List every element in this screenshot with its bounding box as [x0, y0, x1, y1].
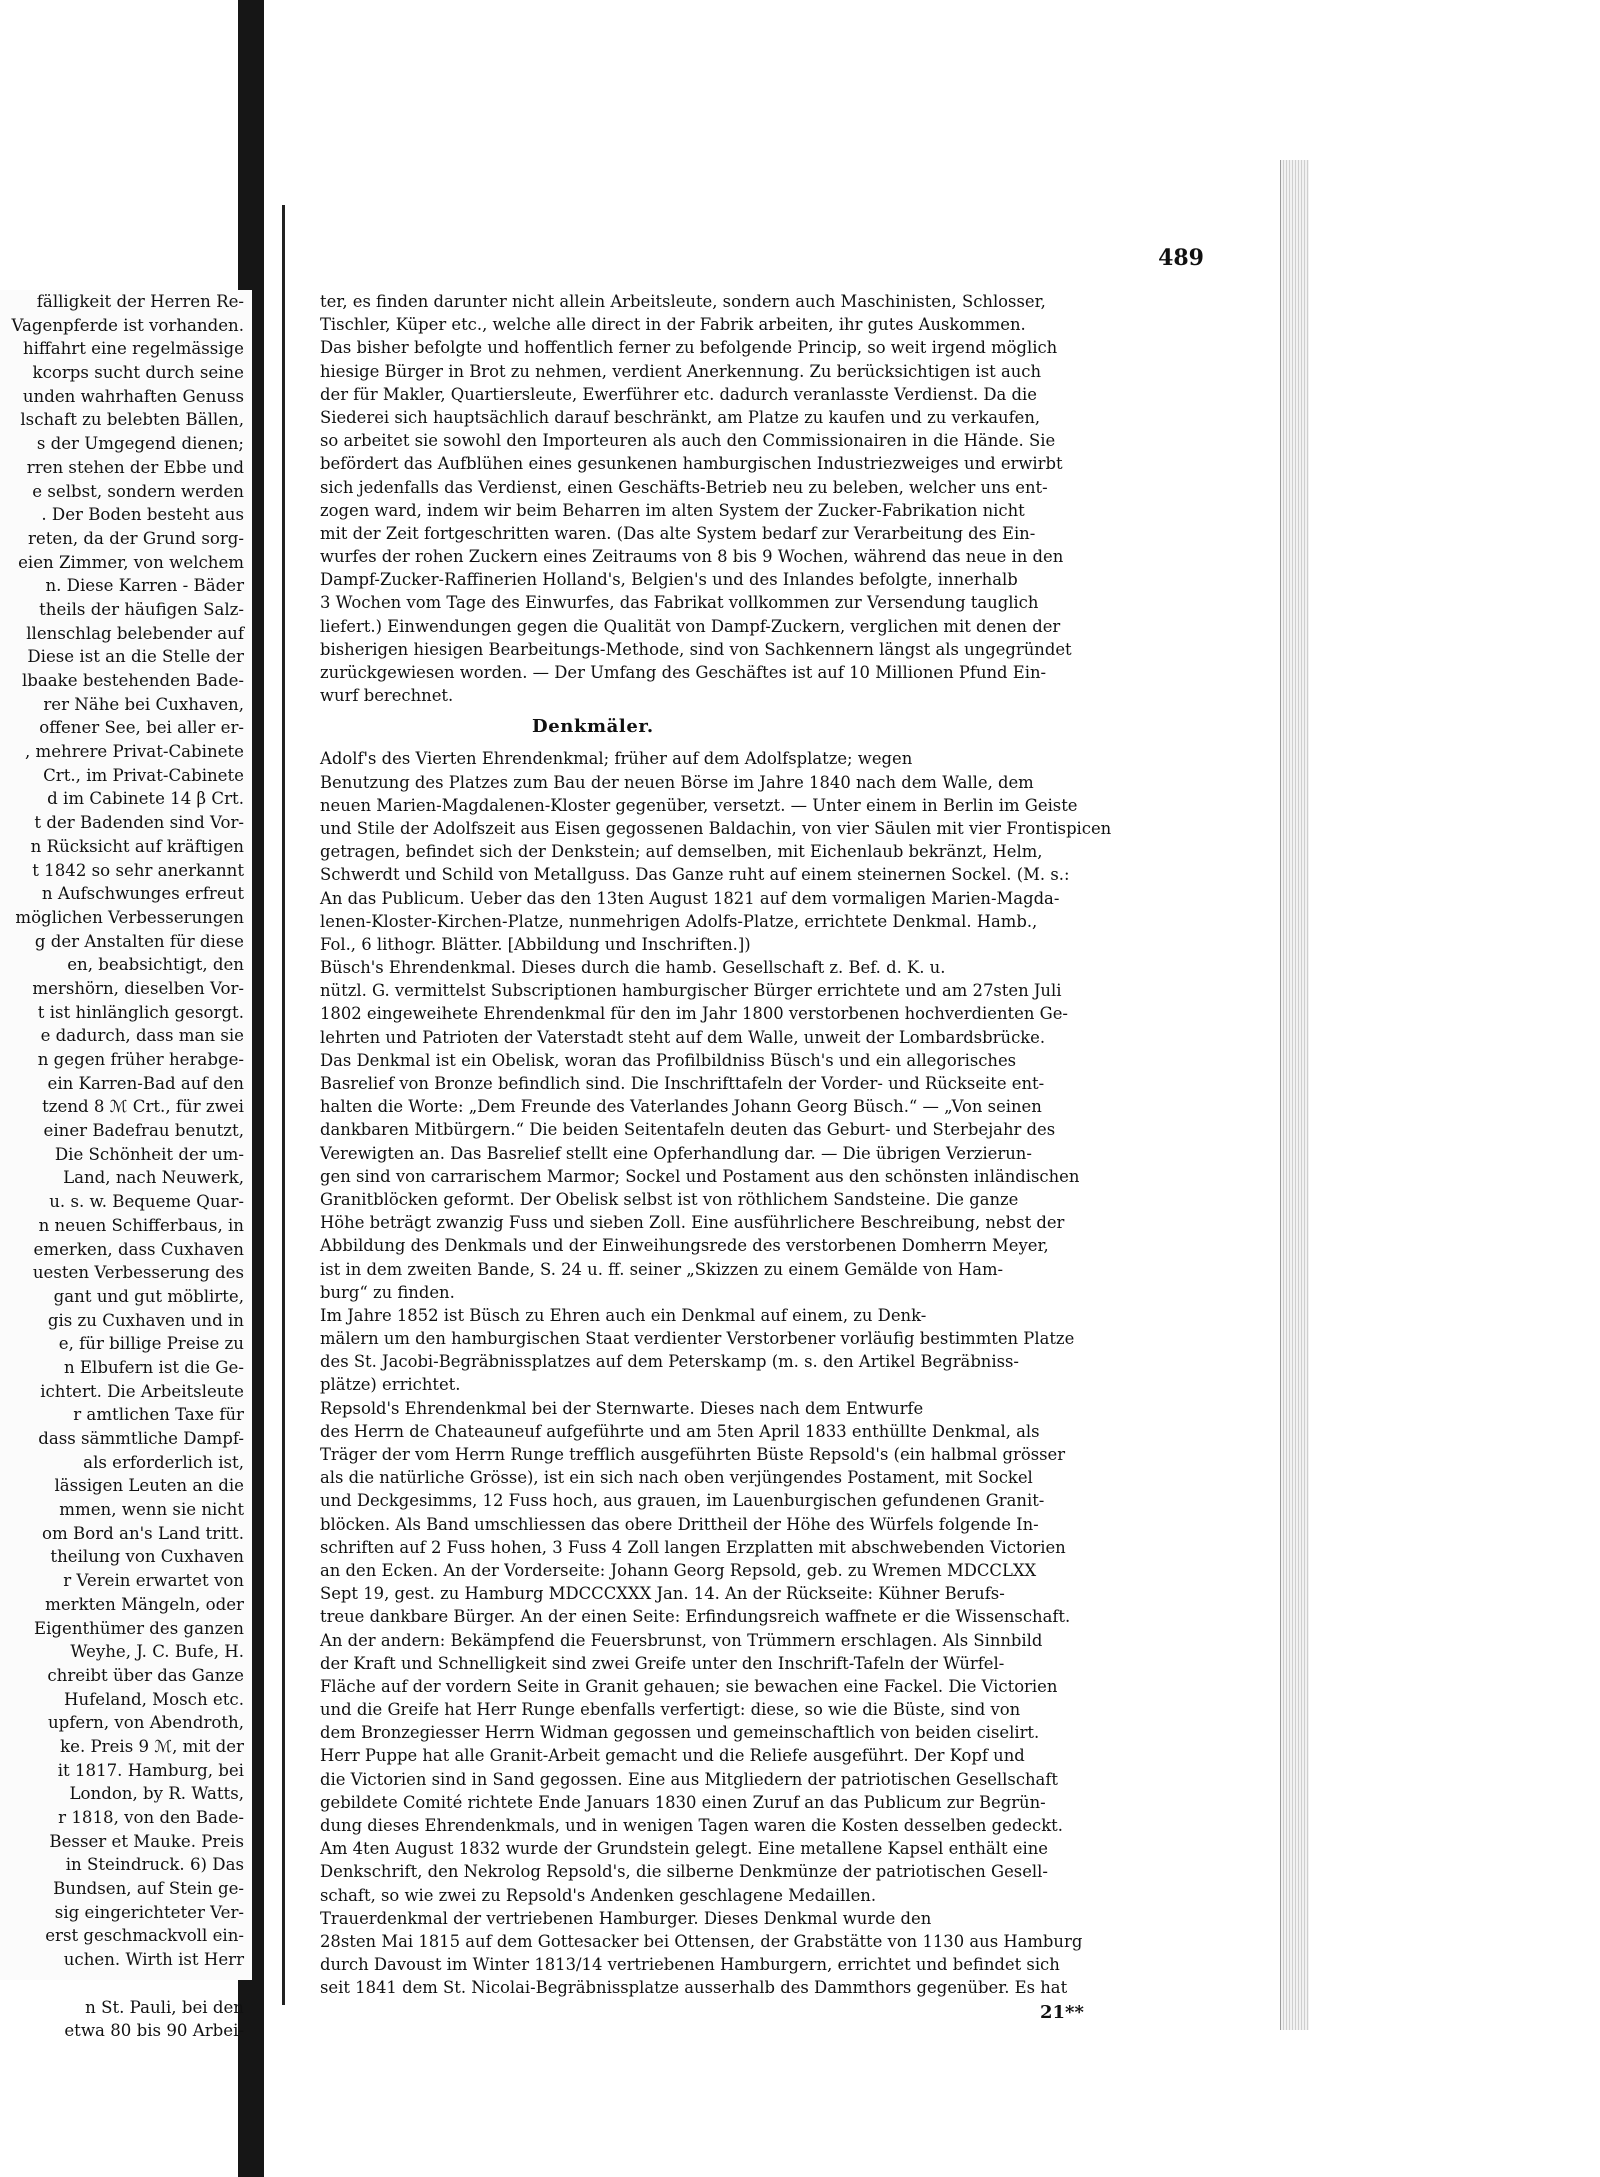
- text-line: llenschlag belebender auf: [26, 623, 244, 643]
- text-line: lbaake bestehenden Bade-: [21, 671, 244, 690]
- text-line: e, für billige Preise zu: [58, 1334, 244, 1354]
- text-line: Tischler, Küper etc., welche alle direct in der Fabrik arbeiten, ihr gutes Auskommen.: [320, 315, 1026, 335]
- text-line: schaft, so wie zwei zu Repsold's Andenken geschlagene Medaillen.: [320, 1885, 877, 1905]
- text-line: t 1842 so sehr anerkannt: [32, 860, 244, 880]
- text-line: t ist hinlänglich gesorgt.: [37, 1002, 244, 1022]
- text-line: so arbeitet sie sowohl den Importeuren als auch den Commissionairen in die Hände. Sie: [320, 431, 1056, 451]
- text-line: g der Anstalten für diese: [34, 931, 244, 951]
- text-line: erst geschmackvoll ein-: [45, 1926, 244, 1946]
- text-line: gis zu Cuxhaven und in: [47, 1310, 244, 1330]
- text-line: Träger der vom Herrn Runge trefflich ausgeführten Büste Repsold's (ein halbmal grösser: [320, 1445, 1066, 1464]
- text-line: Benutzung des Platzes zum Bau der neuen Börse im Jahre 1840 nach dem Walle, dem: [320, 772, 1034, 792]
- text-line: Land, nach Neuwerk,: [63, 1168, 244, 1188]
- text-line: die Victorien sind in Sand gegossen. Eine aus Mitgliedern der patriotischen Gesellschaft: [320, 1769, 1058, 1789]
- text-line: offener See, bei aller er-: [39, 718, 244, 738]
- page-edge-stack: [1280, 160, 1309, 2030]
- text-line: sich jedenfalls das Verdienst, einen Geschäfts-Betrieb neu zu beleben, welcher uns ent-: [320, 477, 1048, 497]
- text-line: Am 4ten August 1832 wurde der Grundstein gelegt. Eine metallene Kapsel enthält eine: [320, 1839, 1048, 1859]
- text-line: als die natürliche Grösse), ist ein sich nach oben verjüngendes Postament, mit Sockel: [320, 1468, 1033, 1488]
- text-line: etwa 80 bis 90 Arbei-: [64, 2021, 244, 2041]
- text-line: 3 Wochen vom Tage des Einwurfes, das Fabrikat vollkommen zur Versendung tauglich: [320, 593, 1039, 613]
- text-line: uesten Verbesserung des: [32, 1263, 244, 1283]
- text-line: theils der häufigen Salz-: [39, 599, 244, 619]
- text-line: en, beabsichtigt, den: [67, 955, 244, 975]
- text-line: Trauerdenkmal der vertriebenen Hamburger. Dieses Denkmal wurde den: [320, 1908, 932, 1928]
- text-line: gant und gut möblirte,: [53, 1286, 244, 1306]
- text-line: der Kraft und Schnelligkeit sind zwei Greife unter den Inschrift-Tafeln der Würfel-: [320, 1653, 1005, 1673]
- text-line: tzend 8 ℳ Crt., für zwei: [42, 1097, 244, 1117]
- text-line: lehrten und Patrioten der Vaterstadt steht auf dem Walle, unweit der Lombardsbrücke.: [320, 1027, 1046, 1047]
- text-line: Dampf-Zucker-Raffinerien Holland's, Belgien's und des Inlandes befolgte, innerhalb: [320, 570, 1018, 590]
- page-number: 489: [1158, 245, 1204, 271]
- text-line: Das bisher befolgte und hoffentlich ferner zu befolgende Princip, so weit irgend möglich: [320, 338, 1058, 358]
- text-line: Diese ist an die Stelle der: [27, 647, 244, 667]
- text-line: upfern, von Abendroth,: [47, 1713, 244, 1733]
- text-line: bisherigen hiesigen Bearbeitungs-Methode, sind von Sachkennern längst als ungegründet: [320, 639, 1072, 659]
- text-line: n. Diese Karren - Bäder: [45, 576, 244, 596]
- text-line: unden wahrhaften Genuss: [22, 386, 244, 406]
- text-line: e dadurch, dass man sie: [40, 1026, 244, 1046]
- text-line: hiesige Bürger in Brot zu nehmen, verdient Anerkennung. Zu berücksichtigen ist auch: [320, 361, 1042, 381]
- text-line: Siederei sich hauptsächlich darauf beschränkt, am Platze zu kaufen und zu verkaufen,: [320, 407, 1041, 427]
- text-line: theilung von Cuxhaven: [50, 1547, 244, 1567]
- text-line: Eigenthümer des ganzen: [33, 1618, 244, 1638]
- text-line: ke. Preis 9 ℳ, mit der: [60, 1736, 244, 1756]
- text-line: plätze) errichtet.: [320, 1375, 461, 1395]
- text-line: befördert das Aufblühen eines gesunkenen hamburgischen Industriezweiges und erwirbt: [320, 454, 1063, 474]
- text-line: d im Cabinete 14 β Crt.: [47, 789, 244, 809]
- text-line: einer Badefrau benutzt,: [43, 1121, 244, 1141]
- text-line: n Rücksicht auf kräftigen: [30, 836, 244, 856]
- text-line: Besser et Mauke. Preis: [49, 1831, 244, 1851]
- text-line: liefert.) Einwendungen gegen die Qualität von Dampf-Zuckern, verglichen mit denen der: [320, 616, 1061, 636]
- text-line: Abbildung des Denkmals und der Einweihungsrede des verstorbenen Domherrn Meyer,: [320, 1236, 1049, 1256]
- text-line: Granitblöcken geformt. Der Obelisk selbst ist von röthlichem Sandsteine. Die ganze: [320, 1189, 1019, 1209]
- right-text-body: [320, 290, 1204, 2026]
- text-line: e selbst, sondern werden: [32, 481, 244, 501]
- gutter-line: [282, 205, 285, 2005]
- text-line: r amtlichen Taxe für: [73, 1405, 244, 1425]
- text-line: gen sind von carrarischem Marmor; Sockel und Postament aus den schönsten inländischen: [320, 1166, 1080, 1186]
- text-line: lenen-Kloster-Kirchen-Platze, nunmehrigen Adolfs-Platze, errichtete Denkmal. Hamb.,: [320, 911, 1038, 931]
- text-line: schriften auf 2 Fuss hohen, 3 Fuss 4 Zoll langen Erzplatten mit abschwebenden Victorien: [320, 1537, 1066, 1557]
- paragraph-monuments: [320, 747, 1204, 1999]
- text-line: Weyhe, J. C. Bufe, H.: [70, 1642, 244, 1662]
- text-line: London, by R. Watts,: [69, 1784, 244, 1804]
- paragraph-sugar-refinery: [320, 290, 1204, 707]
- text-line: zurückgewiesen worden. — Der Umfang des Geschäftes ist auf 10 Millionen Pfund Ein-: [320, 663, 1047, 682]
- text-line: durch Davoust im Winter 1813/14 vertriebenen Hamburgern, errichtet und befindet sich: [320, 1955, 1060, 1975]
- text-line: . Der Boden besteht aus: [41, 505, 244, 525]
- text-line: Höhe beträgt zwanzig Fuss und sieben Zoll. Eine ausführlichere Beschreibung, nebst der: [320, 1213, 1065, 1233]
- text-line: ein Karren-Bad auf den: [47, 1073, 244, 1093]
- text-line: Im Jahre 1852 ist Büsch zu Ehren auch ein Denkmal auf einem, zu Denk-: [320, 1305, 927, 1325]
- text-line: Bundsen, auf Stein ge-: [53, 1879, 244, 1899]
- text-line: Das Denkmal ist ein Obelisk, woran das Profilbildniss Büsch's und ein allegorisches: [320, 1050, 1017, 1070]
- left-text-column: [0, 290, 244, 2043]
- text-line: dankbaren Mitbürgern.“ Die beiden Seitentafeln deuten das Geburt- und Sterbejahr des: [320, 1120, 1056, 1140]
- text-line: r 1818, von den Bade-: [58, 1808, 244, 1827]
- text-line: n Elbufern ist die Ge-: [63, 1357, 244, 1377]
- text-line: Verewigten an. Das Basrelief stellt eine Opferhandlung dar. — Die übrigen Verzierun-: [320, 1143, 1032, 1163]
- text-line: hiffahrt eine regelmässige: [22, 339, 244, 359]
- text-line: nützl. G. vermittelst Subscriptionen hamburgischer Bürger errichtete und am 27sten Juli: [320, 981, 1062, 1001]
- text-line: als erforderlich ist,: [83, 1452, 244, 1472]
- text-line: in Steindruck. 6) Das: [65, 1855, 244, 1875]
- text-line: sig eingerichteter Ver-: [54, 1902, 244, 1922]
- text-line: halten die Worte: „Dem Freunde des Vaterlandes Johann Georg Büsch.“ — „Von seinen: [320, 1097, 1042, 1117]
- text-line: Schwerdt und Schild von Metallguss. Das Ganze ruht auf einem steinernen Sockel. (M. s.:: [320, 865, 1070, 885]
- text-line: und Deckgesimms, 12 Fuss hoch, aus grauen, im Lauenburgischen gefundenen Granit-: [320, 1491, 1045, 1511]
- text-line: n Aufschwunges erfreut: [41, 884, 244, 904]
- text-line: gebildete Comité richtete Ende Januars 1830 einen Zuruf an das Publicum zur Begrün-: [320, 1792, 1046, 1812]
- text-line: zogen ward, indem wir beim Beharren im alten System der Zucker-Fabrikation nicht: [320, 500, 1025, 520]
- sheet-signature: 21**: [1040, 2001, 1084, 2023]
- text-line: Crt., im Privat-Cabinete: [43, 765, 244, 785]
- text-line: neuen Marien-Magdalenen-Kloster gegenüber, versetzt. — Unter einem in Berlin im Geiste: [320, 795, 1078, 815]
- text-line: , mehrere Privat-Cabinete: [24, 742, 244, 762]
- text-line: reten, da der Grund sorg-: [27, 528, 244, 548]
- text-line: lschaft zu belebten Bällen,: [20, 410, 244, 430]
- text-line: blöcken. Als Band umschliessen das obere Drittheil der Höhe des Würfels folgende In-: [320, 1514, 1039, 1534]
- text-line: Die Schönheit der um-: [54, 1144, 244, 1164]
- text-line: ist in dem zweiten Bande, S. 24 u. ff. seiner „Skizzen zu einem Gemälde von Ham-: [320, 1259, 1004, 1279]
- text-line: Vagenpferde ist vorhanden.: [11, 315, 244, 335]
- text-line: des Herrn de Chateauneuf aufgeführte und am 5ten April 1833 enthüllte Denkmal, als: [320, 1421, 1040, 1441]
- text-line: rer Nähe bei Cuxhaven,: [43, 694, 244, 714]
- text-line: dass sämmtliche Dampf-: [38, 1429, 244, 1448]
- text-line: Denkschrift, den Nekrolog Repsold's, die silberne Denkmünze der patriotischen Gesell-: [320, 1862, 1048, 1882]
- text-line: Büsch's Ehrendenkmal. Dieses durch die hamb. Gesellschaft z. Bef. d. K. u.: [320, 958, 946, 978]
- text-line: Adolf's des Vierten Ehrendenkmal; früher auf dem Adolfsplatze; wegen: [320, 749, 913, 769]
- text-line: getragen, befindet sich der Denkstein; auf demselben, mit Eichenlaub bekränzt, Helm,: [320, 842, 1043, 862]
- text-line: merkten Mängeln, oder: [45, 1594, 244, 1614]
- text-line: wurf berechnet.: [320, 686, 454, 706]
- text-line: n St. Pauli, bei den: [85, 1997, 244, 2017]
- text-line: r Verein erwartet von: [63, 1571, 244, 1591]
- text-line: rren stehen der Ebbe und: [26, 457, 244, 477]
- text-line: om Bord an's Land tritt.: [42, 1523, 244, 1543]
- text-line: n gegen früher herabge-: [37, 1050, 244, 1069]
- text-line: ichtert. Die Arbeitsleute: [40, 1381, 244, 1401]
- text-line: burg“ zu finden.: [320, 1282, 455, 1302]
- text-line: it 1817. Hamburg, bei: [57, 1760, 244, 1780]
- text-line: n neuen Schifferbaus, in: [38, 1215, 244, 1235]
- text-line: Sept 19, gest. zu Hamburg MDCCCXXX Jan. 14. An der Rückseite: Kühner Berufs-: [320, 1584, 1005, 1604]
- text-line: kcorps sucht durch seine: [32, 363, 244, 383]
- text-line: An der andern: Bekämpfend die Feuersbrunst, von Trümmern erschlagen. Als Sinnbild: [320, 1630, 1043, 1650]
- text-line: möglichen Verbesserungen: [15, 907, 244, 927]
- text-line: wurfes der rohen Zuckern eines Zeitraums von 8 bis 9 Wochen, während das neue in den: [320, 547, 1064, 567]
- text-line: treue dankbare Bürger. An der einen Seite: Erfindungsreich waffnete er die Wissenschaft.: [320, 1607, 1071, 1627]
- text-line: uchen. Wirth ist Herr: [63, 1950, 244, 1970]
- text-line: Repsold's Ehrendenkmal bei der Sternwarte. Dieses nach dem Entwurfe: [320, 1398, 924, 1418]
- text-line: an den Ecken. An der Vorderseite: Johann Georg Repsold, geb. zu Wremen MDCCLXX: [320, 1560, 1037, 1580]
- text-line: chreibt über das Ganze: [47, 1665, 244, 1685]
- text-line: fälligkeit der Herren Re-: [36, 292, 244, 311]
- text-line: und die Greife hat Herr Runge ebenfalls verfertigt: diese, so wie die Büste, sind von: [320, 1700, 1021, 1720]
- text-line: des St. Jacobi-Begräbnissplatzes auf dem Peterskamp (m. s. den Artikel Begräbniss-: [320, 1352, 1019, 1372]
- left-page-fragment: [0, 290, 252, 2041]
- text-line: lässigen Leuten an die: [54, 1476, 244, 1496]
- text-line: s der Umgegend dienen;: [36, 434, 244, 454]
- section-heading: Denkmäler.: [532, 716, 654, 738]
- text-line: An das Publicum. Ueber das den 13ten August 1821 auf dem vormaligen Marien-Magda-: [320, 888, 1060, 908]
- text-line: t der Badenden sind Vor-: [34, 813, 244, 833]
- text-line: Hufeland, Mosch etc.: [64, 1689, 244, 1709]
- text-line: [0, 1972, 244, 1996]
- text-line: mälern um den hamburgischen Staat verdienter Verstorbener vorläufig bestimmten Platze: [320, 1329, 1075, 1349]
- text-line: seit 1841 dem St. Nicolai-Begräbnissplatze ausserhalb des Dammthors gegenüber. Es hat: [320, 1978, 1068, 1998]
- text-line: mershörn, dieselben Vor-: [32, 978, 244, 998]
- text-line: Fläche auf der vordern Seite in Granit gehauen; sie bewachen eine Fackel. Die Victorien: [320, 1676, 1058, 1696]
- text-line: dung dieses Ehrendenkmals, und in wenigen Tagen waren die Kosten desselben gedeckt.: [320, 1816, 1063, 1835]
- text-line: Basrelief von Bronze befindlich sind. Die Inschrifttafeln der Vorder- und Rückseite ent-: [320, 1074, 1045, 1093]
- text-line: eien Zimmer, von welchem: [18, 552, 244, 572]
- text-line: der für Makler, Quartiersleute, Ewerführer etc. dadurch veranlasste Verdienst. Da die: [320, 384, 1037, 404]
- text-line: 28sten Mai 1815 auf dem Gottesacker bei Ottensen, der Grabstätte von 1130 aus Hamburg: [320, 1931, 1083, 1951]
- text-line: Fol., 6 lithogr. Blätter. [Abbildung und Inschriften.]): [320, 934, 751, 954]
- text-line: mmen, wenn sie nicht: [59, 1500, 244, 1520]
- text-line: mit der Zeit fortgeschritten waren. (Das alte System bedarf zur Verarbeitung des Ein-: [320, 523, 1036, 543]
- text-line: 1802 eingeweihete Ehrendenkmal für den im Jahr 1800 verstorbenen hochverdienten Ge-: [320, 1004, 1068, 1024]
- text-line: u. s. w. Bequeme Quar-: [49, 1192, 244, 1212]
- text-line: Herr Puppe hat alle Granit-Arbeit gemacht und die Reliefe ausgeführt. Der Kopf und: [320, 1746, 1025, 1766]
- text-line: dem Bronzegiesser Herrn Widman gegossen und gemeinschaftlich von beiden ciselirt.: [320, 1723, 1040, 1743]
- text-line: ter, es finden darunter nicht allein Arbeitsleute, sondern auch Maschinisten, Schlosser,: [320, 292, 1046, 311]
- text-line: emerken, dass Cuxhaven: [33, 1239, 244, 1259]
- text-line: und Stile der Adolfszeit aus Eisen gegossenen Baldachin, von vier Säulen mit vier Frontispicen: [320, 818, 1112, 838]
